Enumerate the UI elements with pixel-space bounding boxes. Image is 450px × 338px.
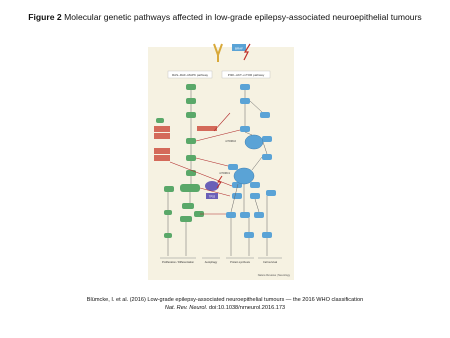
figure-caption: Molecular genetic pathways affected in low-grade epilepsy-associated neuroepithelial tumours xyxy=(64,12,422,22)
outcome-label-1: Autophagy xyxy=(204,261,218,264)
receptor-icon xyxy=(214,44,222,62)
right-column-nodes xyxy=(226,84,276,238)
mtorc2-complex xyxy=(245,135,263,149)
citation-line-2 xyxy=(0,304,450,312)
citation xyxy=(0,296,450,312)
left-pathway-label: RAS–RAF–MAPK pathway xyxy=(171,73,209,77)
citation-journal: Nat. Rev. Neurol. xyxy=(164,305,208,311)
mtorc1-label: mTORC1 xyxy=(219,172,230,175)
outcome-label-3: Cell survival xyxy=(263,261,277,264)
mtorc2-label: mTORC2 xyxy=(225,140,236,143)
citation-line-1: Blümcke, I. et al. (2016) Low-grade epilepsy-associated neuroepithelial tumours — the 2016 WHO classification xyxy=(86,297,364,303)
right-pathway-label: PI3K–AKT–mTOR pathway xyxy=(227,73,265,77)
outcome-label-2: Protein synthesis xyxy=(230,261,250,264)
citation-doi: doi:10.1038/nrneurol.2016.173 xyxy=(208,305,286,311)
mid-badge-label: TP53 xyxy=(208,195,216,199)
purple-node xyxy=(205,181,219,191)
outcome-label-0: Proliferation / Differentiation xyxy=(162,261,194,264)
figure-label: Figure 2 xyxy=(28,12,62,22)
source-label: Nature Reviews | Neurology xyxy=(257,274,290,277)
inhibitor-nodes xyxy=(154,118,217,161)
top-badge-label: BRAF xyxy=(234,46,244,51)
mtorc1-complex xyxy=(234,168,254,184)
